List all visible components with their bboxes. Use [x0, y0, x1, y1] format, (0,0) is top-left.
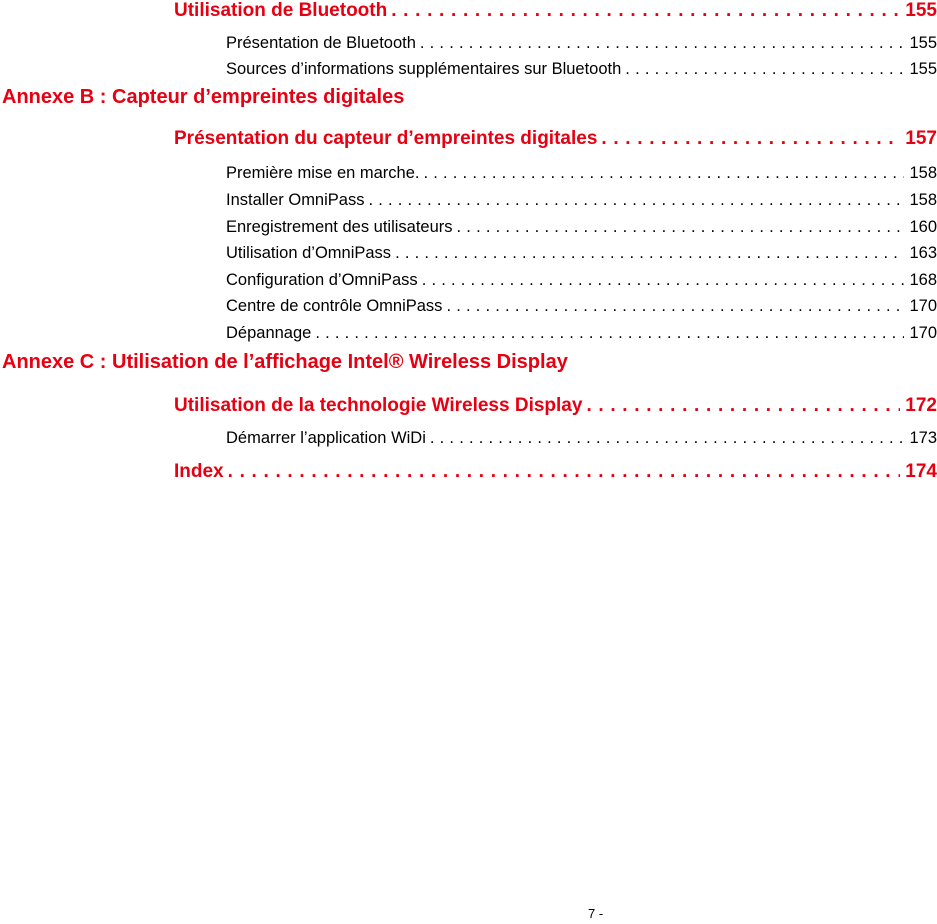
toc-subentry-title: Sources d’informations supplémentaires sur Bluetooth [226, 60, 622, 78]
toc-entry-fingerprint[interactable] [174, 128, 937, 150]
toc-subentry-title: Enregistrement des utilisateurs [226, 218, 453, 236]
toc-entry-title: Présentation du capteur d’empreintes digitales [174, 128, 598, 149]
page-number-footer: 7 - [588, 906, 604, 921]
toc-subentry-title: Présentation de Bluetooth [226, 34, 416, 52]
toc-subentry-title: Utilisation d’OmniPass [226, 244, 392, 262]
dot-leader [625, 60, 904, 79]
dot-leader [395, 244, 904, 263]
toc-subentry-page: 163 [909, 244, 937, 262]
toc-entry-wireless-display[interactable] [174, 395, 937, 417]
toc-subentry-first-start[interactable] [226, 164, 937, 183]
toc-subentry-page: 168 [909, 271, 937, 289]
toc-entry-index[interactable] [174, 461, 937, 483]
toc-subentry-title: Démarrer l’application WiDi [226, 429, 426, 447]
toc-subentry-user-enrollment[interactable] [226, 218, 937, 237]
toc-subentry-page: 160 [909, 218, 937, 236]
dot-leader [315, 324, 904, 343]
dot-leader [457, 218, 905, 237]
dot-leader [586, 395, 900, 417]
toc-subentry-bluetooth-presentation[interactable] [226, 34, 937, 53]
toc-subentry-title: Centre de contrôle OmniPass [226, 297, 443, 315]
toc-entry-page: 174 [905, 461, 937, 482]
dot-leader [601, 128, 900, 150]
toc-subentry-title: Première mise en marche. [226, 164, 420, 182]
toc-entry-page: 157 [905, 128, 937, 149]
toc-subentry-using-omnipass[interactable] [226, 244, 937, 263]
toc-subentry-install-omnipass[interactable] [226, 191, 937, 210]
toc-subentry-title: Configuration d’OmniPass [226, 271, 418, 289]
dot-leader [420, 34, 905, 53]
toc-subentry-title: Installer OmniPass [226, 191, 365, 209]
dot-leader [228, 461, 901, 483]
dot-leader [368, 191, 904, 210]
annexe-c-heading[interactable]: Annexe C : Utilisation de l’affichage Intel® Wireless Display [2, 351, 568, 373]
toc-subentry-page: 170 [909, 297, 937, 315]
toc-entry-title: Utilisation de Bluetooth [174, 0, 388, 21]
dot-leader [391, 0, 900, 22]
toc-subentry-page: 155 [909, 34, 937, 52]
dot-leader [422, 271, 905, 290]
toc-subentry-widi[interactable] [226, 429, 937, 448]
toc-subentry-title: Dépannage [226, 324, 312, 342]
toc-entry-page: 172 [905, 395, 937, 416]
toc-subentry-page: 155 [909, 60, 937, 78]
toc-entry-page: 155 [905, 0, 937, 21]
toc-subentry-configure-omnipass[interactable] [226, 271, 937, 290]
toc-subentry-page: 170 [909, 324, 937, 342]
toc-subentry-page: 158 [909, 191, 937, 209]
toc-subentry-page: 173 [909, 429, 937, 447]
dot-leader [446, 297, 904, 316]
dot-leader [423, 164, 904, 183]
toc-entry-title: Utilisation de la technologie Wireless Display [174, 395, 583, 416]
annexe-b-heading[interactable]: Annexe B : Capteur d’empreintes digitales [2, 86, 405, 108]
toc-entry-bluetooth[interactable] [174, 0, 937, 22]
toc-subentry-bluetooth-sources[interactable] [226, 60, 937, 79]
dot-leader [430, 429, 905, 448]
toc-subentry-control-center[interactable] [226, 297, 937, 316]
toc-subentry-troubleshooting[interactable] [226, 324, 937, 343]
toc-entry-title: Index [174, 461, 224, 482]
toc-subentry-page: 158 [909, 164, 937, 182]
